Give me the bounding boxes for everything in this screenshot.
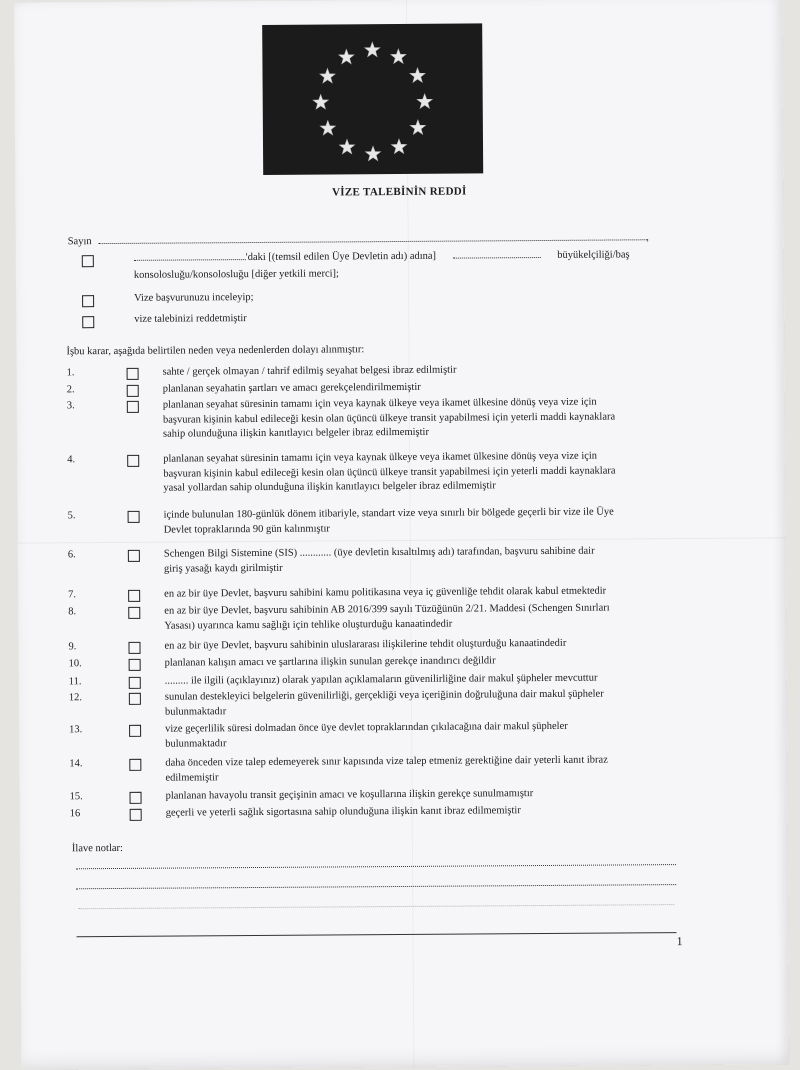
reason-number: 2.: [66, 384, 75, 396]
reason-text: yasal yollardan sahip olunduğuna ilişkin kanıtlayıcı belgeler ibraz edilmemiştir: [163, 480, 496, 494]
reason-number: 14.: [69, 758, 83, 770]
reason-checkbox[interactable]: [128, 642, 140, 654]
eu-stars-icon: [262, 23, 483, 175]
reason-checkbox[interactable]: [127, 401, 139, 413]
reason-text: içinde bulunulan 180-günlük dönem itibariyle, standart vize veya sınırlı bir bölgede geçerli bir vize ile Üye: [163, 506, 614, 521]
reason-text: geçerli ve yeterli sağlık sigortasına sahip olunduğuna ilişkin kanıt ibraz edilmemiştir: [165, 805, 521, 819]
reason-text: daha önceden vize talep edemeyerek sınır kapısında vize talep etmeniz gerektiğine dair yeterli kanıt ibraz: [165, 754, 608, 769]
intro-text: İşbu karar, aşağıda belirtilen neden veya nedenlerden dolayı alınmıştır:: [66, 344, 365, 358]
reason-text: sahip olunduğuna ilişkin kanıtlayıcı belgeler ibraz edilmemiştir: [162, 426, 429, 440]
reason-text: başvuran kişinin kabul edileceği kesin olan üçüncü ülkeye transit yapabilmesi için yeterli maddi kaynaklara: [162, 410, 616, 426]
reason-number: 7.: [68, 589, 77, 601]
reason-text: en az bir üye Devlet, başvuru sahibini kamu politikasına veya iç güvenliğe tehdit olarak kabul etmektedir: [164, 585, 607, 600]
refused-label: vize talebinizi reddetmiştir: [134, 313, 247, 325]
reason-text: en az bir üye Devlet, başvuru sahibinin AB 2016/399 sayılı Tüzüğünün 2/21. Maddesi (Schengen Sınırları: [164, 602, 610, 617]
star-icon: [391, 49, 406, 64]
consulate-cont: konsolosluğu/konsolosluğu [diğer yetkili merci];: [133, 268, 339, 281]
consulate-line: 'daki [(temsil edilen Üye Devletin adı) adına]: [245, 250, 437, 264]
paper-fold-horizontal: [18, 537, 786, 543]
star-icon: [365, 42, 380, 57]
reason-number: 11.: [68, 676, 82, 688]
city-field[interactable]: [134, 250, 246, 261]
star-icon: [365, 146, 380, 161]
reason-text: en az bir üye Devlet, başvuru sahibinin uluslararası ilişkilerine tehdit oluşturduğu kanaatindedir: [164, 637, 567, 652]
country-field[interactable]: [453, 248, 541, 259]
reason-number: 16: [69, 808, 81, 820]
reason-checkbox[interactable]: [128, 511, 140, 523]
reason-text: planlanan seyahatin şartları ve amacı gerekçelendirilmemiştir: [162, 381, 421, 395]
reason-text: sunulan destekleyici belgelerin güvenilirliği, gerçekliği veya içeriğinin doğruluğuna dair makul şüpheler: [164, 688, 604, 703]
reason-checkbox[interactable]: [129, 693, 141, 705]
reason-text: giriş yasağı kaydı girilmiştir: [163, 562, 283, 575]
checkbox-consulate[interactable]: [82, 255, 94, 267]
reason-checkbox[interactable]: [128, 550, 140, 562]
reason-text: Devlet topraklarında 90 gün kalınmıştır: [163, 522, 330, 536]
sayin-label: Sayın: [67, 236, 92, 248]
star-icon: [320, 120, 335, 135]
reason-checkbox[interactable]: [129, 725, 141, 737]
checkbox-reviewed[interactable]: [82, 295, 94, 307]
star-icon: [417, 94, 432, 109]
reason-number: 8.: [68, 606, 77, 618]
sayin-row: Sayın ,: [67, 232, 649, 248]
reason-number: 10.: [68, 658, 82, 670]
reason-text: bulunmaktadır: [165, 737, 227, 750]
notes-line-2[interactable]: [76, 884, 676, 889]
reason-number: 15.: [69, 791, 83, 803]
star-icon: [410, 120, 425, 135]
star-icon: [410, 68, 425, 83]
star-icon: [391, 139, 406, 154]
reviewed-label: Vize başvurunuzu inceleyip;: [134, 292, 254, 304]
reason-text: sahte / gerçek olmayan / tahrif edilmiş seyahat belgesi ibraz edilmiştir: [162, 364, 457, 378]
reason-number: 12.: [68, 692, 83, 704]
reason-checkbox[interactable]: [128, 590, 140, 602]
reason-text: ......... ile ilgili (açıklayınız) olarak yapılan açıklamaların güvenilirliğine dair makul şüpheler mevcuttur: [164, 672, 598, 687]
reason-checkbox[interactable]: [129, 677, 141, 689]
footer-rule: [77, 932, 677, 937]
reason-number: 9.: [68, 641, 77, 653]
star-icon: [320, 68, 335, 83]
reason-text: planlanan havayolu transit geçişinin amacı ve koşullarına ilişkin gerekçe sunulmamıştır: [165, 788, 534, 802]
reason-text: Yasası) uyarınca kamu sağlığı için tehlike oluşturduğu kanaatindedir: [164, 618, 453, 632]
reason-number: 13.: [69, 724, 83, 736]
document-page: [14, 0, 789, 1070]
reason-text: bulunmaktadır: [164, 705, 227, 718]
reason-text: Schengen Bilgi Sistemine (SIS) ............ (üye devletin kısaltılmış adı) tarafından, başvuru sahibine dair: [163, 545, 595, 560]
embassy-label: büyükelçiliği/baş: [557, 249, 630, 261]
reason-text: edilmemiştir: [165, 771, 219, 784]
eu-flag-emblem: [262, 23, 483, 175]
reason-text: planlanan kalışın amacı ve şartlarına ilişkin sunulan gerekçe inandırıcı değildir: [164, 655, 496, 669]
page-number: 1: [676, 934, 683, 949]
reason-number: 3.: [66, 400, 75, 412]
reason-checkbox[interactable]: [127, 368, 139, 380]
reason-checkbox[interactable]: [129, 759, 141, 771]
recipient-name-field[interactable]: [98, 230, 646, 244]
star-icon: [339, 139, 354, 154]
reason-checkbox[interactable]: [127, 455, 139, 467]
reason-number: 1.: [66, 367, 75, 379]
notes-label: İlave notlar:: [71, 842, 123, 855]
reason-text: planlanan seyahat süresinin tamamı için veya kaynak ülkeye veya ikamet ülkesine dönüş veya vize için: [162, 396, 597, 411]
reason-checkbox[interactable]: [129, 659, 141, 671]
reason-text: vize geçerlilik süresi dolmadan önce üye devlet topraklarından çıkılacağına dair makul şüpheler: [165, 720, 568, 735]
notes-line-3[interactable]: [78, 904, 674, 909]
reason-number: 6.: [67, 549, 76, 561]
reason-checkbox[interactable]: [130, 792, 142, 804]
reason-text: başvuran kişinin kabul edileceği kesin olan üçüncü ülkeye transit yapabilmesi için yeterli maddi kaynaklara: [163, 464, 616, 480]
reason-text: planlanan seyahat süresinin tamamı için veya kaynak ülkeye veya ikamet ülkesine dönüş veya vize için: [163, 450, 598, 465]
notes-line-1[interactable]: [76, 864, 676, 869]
reason-checkbox[interactable]: [127, 385, 139, 397]
star-icon: [313, 94, 328, 109]
checkbox-refused[interactable]: [82, 316, 94, 328]
reason-number: 4.: [67, 454, 76, 466]
document-title: VİZE TALEBİNİN REDDİ: [332, 185, 467, 199]
star-icon: [339, 49, 354, 64]
consulate-row: [134, 247, 630, 264]
reason-number: 5.: [67, 510, 76, 522]
reason-checkbox[interactable]: [130, 809, 142, 821]
reason-checkbox[interactable]: [128, 607, 140, 619]
